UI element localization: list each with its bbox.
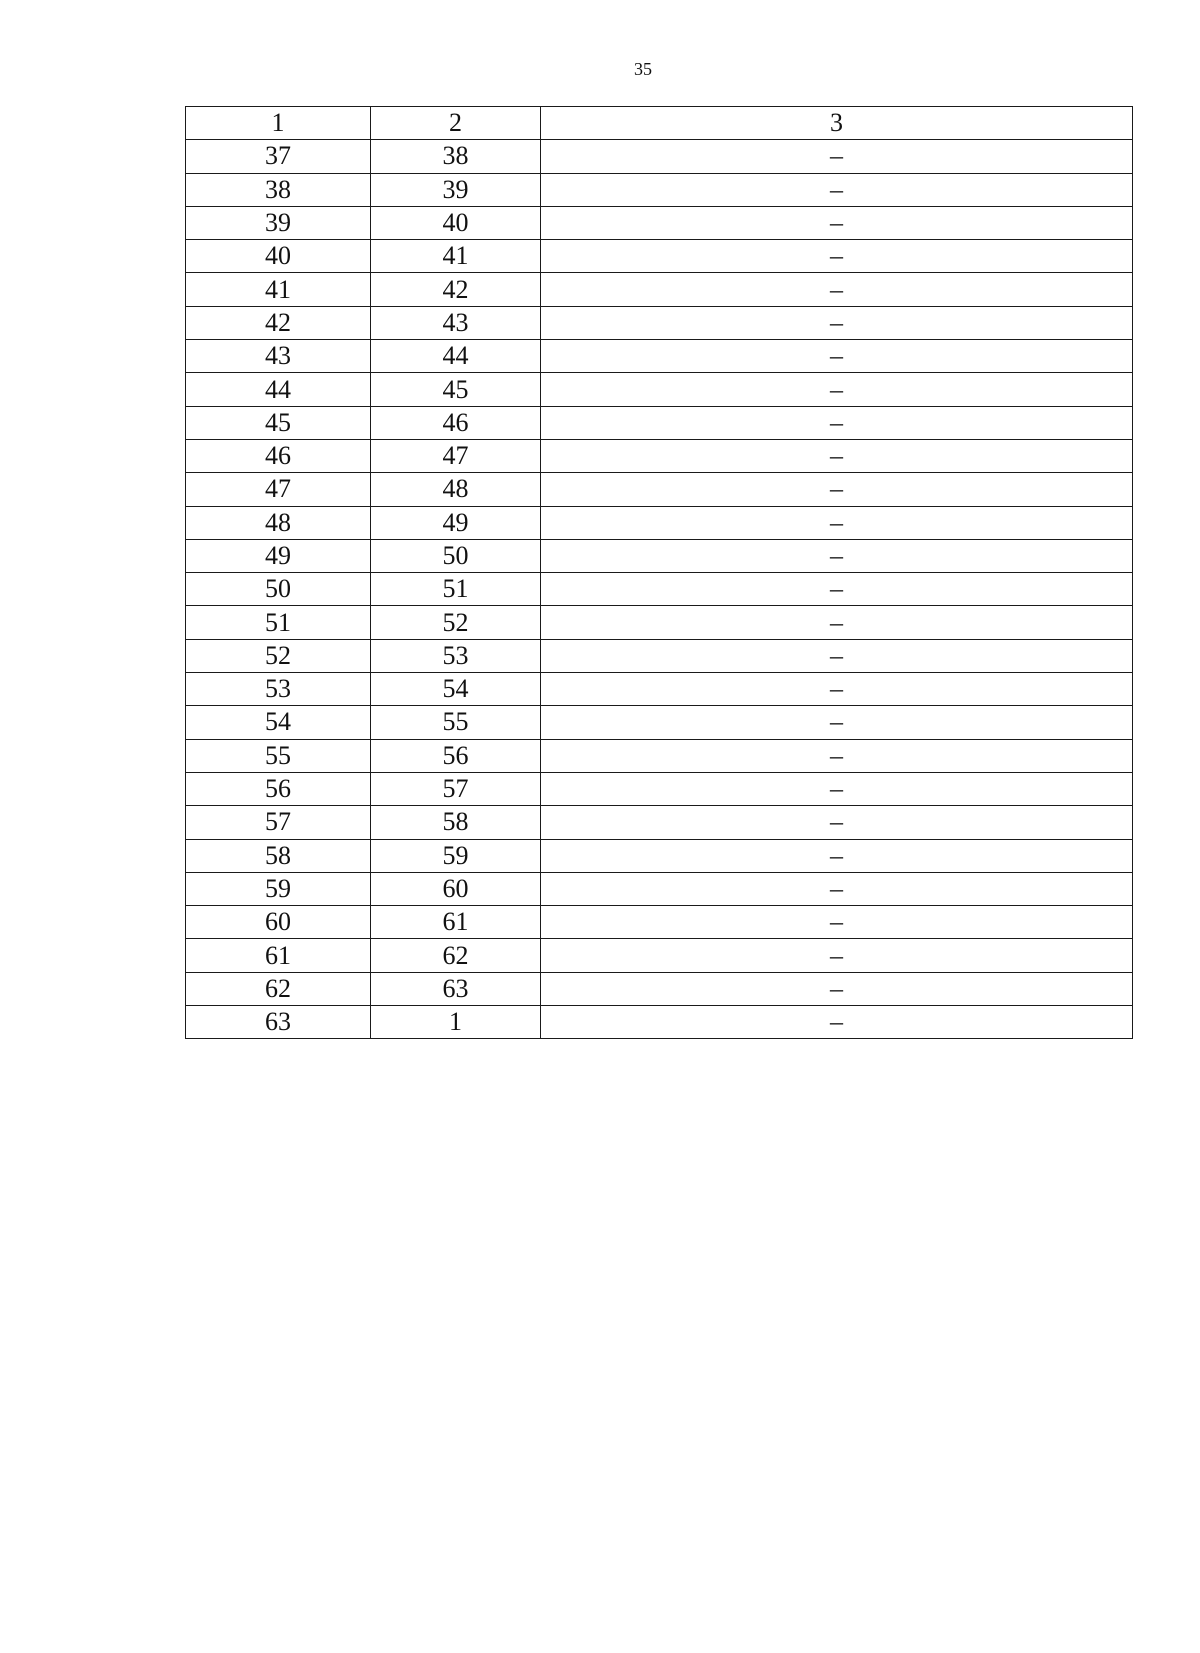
table-cell: 43 xyxy=(371,306,541,339)
table-cell: – xyxy=(541,373,1133,406)
table-cell: 41 xyxy=(186,273,371,306)
table-cell: 46 xyxy=(371,406,541,439)
table-cell: 59 xyxy=(371,839,541,872)
table-cell: – xyxy=(541,206,1133,239)
table-cell: – xyxy=(541,539,1133,572)
table-cell: 63 xyxy=(371,972,541,1005)
table-cell: 37 xyxy=(186,140,371,173)
table-cell: – xyxy=(541,473,1133,506)
header-row xyxy=(186,107,1133,140)
table-cell: – xyxy=(541,839,1133,872)
table-row xyxy=(186,206,1133,239)
table-cell: 58 xyxy=(371,806,541,839)
table-cell: 48 xyxy=(371,473,541,506)
data-table xyxy=(185,106,1133,1039)
table-cell: 44 xyxy=(186,373,371,406)
table-cell: – xyxy=(541,406,1133,439)
table-cell: – xyxy=(541,273,1133,306)
table-cell: 39 xyxy=(186,206,371,239)
data-table-container xyxy=(185,106,1132,1039)
table-row xyxy=(186,439,1133,472)
table-row xyxy=(186,706,1133,739)
table-cell: – xyxy=(541,906,1133,939)
table-cell: 53 xyxy=(371,639,541,672)
table-cell: 57 xyxy=(186,806,371,839)
table-cell: 57 xyxy=(371,772,541,805)
table-row xyxy=(186,673,1133,706)
table-row xyxy=(186,340,1133,373)
table-cell: 63 xyxy=(186,1006,371,1039)
table-cell: – xyxy=(541,340,1133,373)
table-cell: – xyxy=(541,673,1133,706)
table-cell: 42 xyxy=(186,306,371,339)
column-header: 2 xyxy=(371,107,541,140)
table-row xyxy=(186,639,1133,672)
table-cell: 61 xyxy=(186,939,371,972)
table-row xyxy=(186,406,1133,439)
table-cell: – xyxy=(541,573,1133,606)
table-row xyxy=(186,772,1133,805)
table-cell: 47 xyxy=(371,439,541,472)
table-cell: 38 xyxy=(371,140,541,173)
table-cell: 60 xyxy=(186,906,371,939)
table-cell: 46 xyxy=(186,439,371,472)
table-cell: 44 xyxy=(371,340,541,373)
table-cell: – xyxy=(541,306,1133,339)
table-cell: – xyxy=(541,939,1133,972)
table-cell: 56 xyxy=(371,739,541,772)
table-cell: – xyxy=(541,140,1133,173)
table-row xyxy=(186,1006,1133,1039)
table-cell: – xyxy=(541,706,1133,739)
table-cell: 49 xyxy=(186,539,371,572)
table-row xyxy=(186,473,1133,506)
table-row xyxy=(186,972,1133,1005)
table-cell: 52 xyxy=(371,606,541,639)
table-header xyxy=(186,107,1133,140)
table-cell: 43 xyxy=(186,340,371,373)
table-row xyxy=(186,173,1133,206)
table-cell: 39 xyxy=(371,173,541,206)
table-cell: 58 xyxy=(186,839,371,872)
table-cell: 40 xyxy=(371,206,541,239)
table-row xyxy=(186,240,1133,273)
table-row xyxy=(186,140,1133,173)
table-cell: 51 xyxy=(371,573,541,606)
table-row xyxy=(186,273,1133,306)
table-row xyxy=(186,839,1133,872)
table-body xyxy=(186,140,1133,1039)
table-cell: – xyxy=(541,173,1133,206)
table-row xyxy=(186,906,1133,939)
table-cell: – xyxy=(541,639,1133,672)
table-row xyxy=(186,306,1133,339)
table-cell: – xyxy=(541,606,1133,639)
table-cell: 61 xyxy=(371,906,541,939)
table-row xyxy=(186,573,1133,606)
table-cell: – xyxy=(541,806,1133,839)
table-row xyxy=(186,872,1133,905)
table-cell: 41 xyxy=(371,240,541,273)
table-cell: – xyxy=(541,439,1133,472)
table-cell: 42 xyxy=(371,273,541,306)
table-cell: – xyxy=(541,972,1133,1005)
table-cell: 62 xyxy=(371,939,541,972)
table-cell: 40 xyxy=(186,240,371,273)
table-cell: 60 xyxy=(371,872,541,905)
table-cell: 50 xyxy=(186,573,371,606)
table-cell: – xyxy=(541,739,1133,772)
table-row xyxy=(186,373,1133,406)
table-cell: 55 xyxy=(186,739,371,772)
table-cell: 59 xyxy=(186,872,371,905)
table-cell: 52 xyxy=(186,639,371,672)
table-row xyxy=(186,806,1133,839)
table-cell: 45 xyxy=(371,373,541,406)
table-cell: 62 xyxy=(186,972,371,1005)
table-cell: 53 xyxy=(186,673,371,706)
table-cell: – xyxy=(541,506,1133,539)
table-cell: 49 xyxy=(371,506,541,539)
table-row xyxy=(186,606,1133,639)
table-row xyxy=(186,739,1133,772)
table-cell: 47 xyxy=(186,473,371,506)
table-cell: 56 xyxy=(186,772,371,805)
table-cell: 54 xyxy=(186,706,371,739)
table-cell: – xyxy=(541,1006,1133,1039)
table-cell: 50 xyxy=(371,539,541,572)
column-header: 3 xyxy=(541,107,1133,140)
table-cell: 48 xyxy=(186,506,371,539)
page-number: 35 xyxy=(634,59,652,79)
table-cell: – xyxy=(541,240,1133,273)
table-cell: 55 xyxy=(371,706,541,739)
table-cell: 38 xyxy=(186,173,371,206)
column-header: 1 xyxy=(186,107,371,140)
table-cell: 45 xyxy=(186,406,371,439)
table-cell: 54 xyxy=(371,673,541,706)
table-row xyxy=(186,506,1133,539)
table-cell: 1 xyxy=(371,1006,541,1039)
table-cell: – xyxy=(541,872,1133,905)
table-row xyxy=(186,539,1133,572)
table-row xyxy=(186,939,1133,972)
table-cell: 51 xyxy=(186,606,371,639)
table-cell: – xyxy=(541,772,1133,805)
